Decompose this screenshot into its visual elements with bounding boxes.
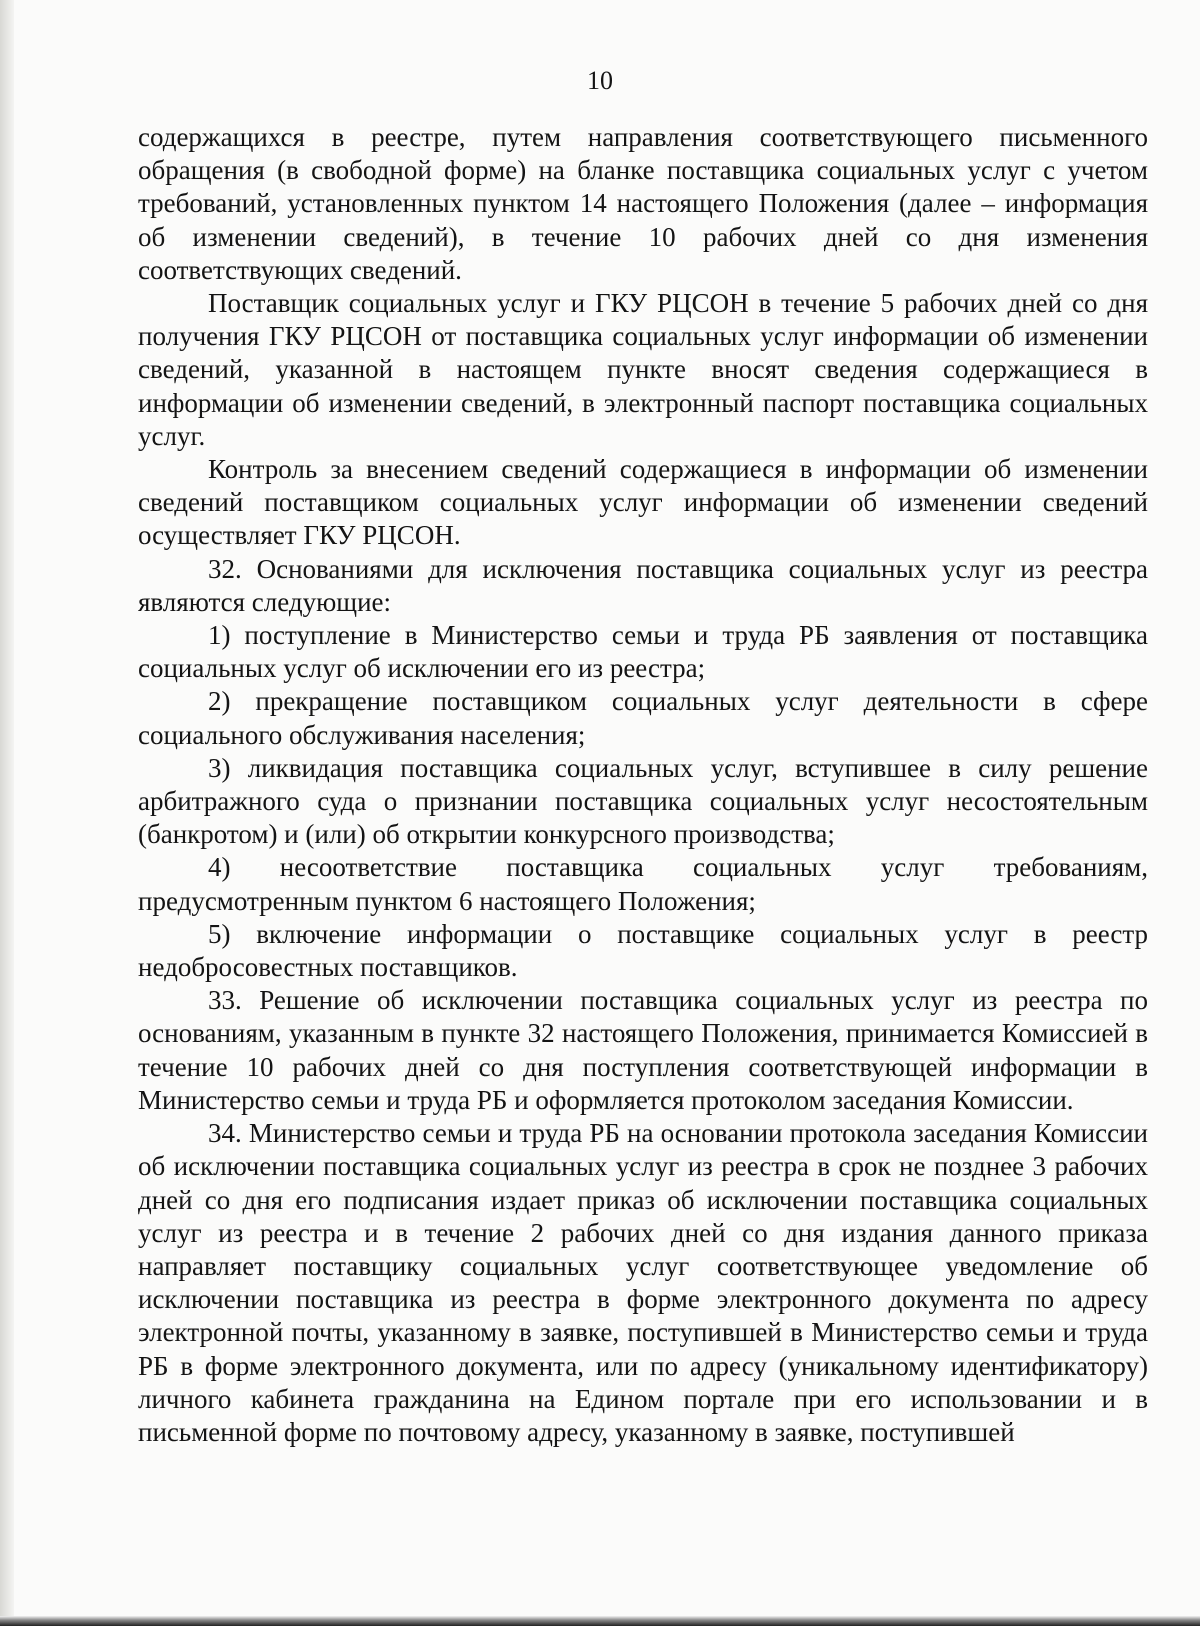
paragraph: Контроль за внесением сведений содержащиеся в информации об изменении сведений поставщиком социальных услуг информации об изменении сведений осуществляет ГКУ РЦСОН. <box>138 454 1148 551</box>
list-item: 3) ликвидация поставщика социальных услуг, вступившее в силу решение арбитражного суда о признании поставщика социальных услуг несостоятельным (банкротом) и (или) об открытии конкурсного производства; <box>138 752 1148 850</box>
paragraph-continuation: содержащихся в реестре, путем направления соответствующего письменного обращения (в свободной форме) на бланке поставщика социальных услуг с учетом требований, установленных пунктом 14 настоящего Положения (далее – информация об изменении сведений), в течение 10 рабочих дней со дня изменения соответствующих сведений. <box>138 122 1148 285</box>
list-item: 5) включение информации о поставщике социальных услуг в реестр недобросовестных поставщиков. <box>138 918 1148 983</box>
list-item: 4) несоответствие поставщика социальных услуг требованиям, предусмотренным пунктом 6 настоящего Положения; <box>138 852 1148 916</box>
paragraph-item-34: 34. Министерство семьи и труда РБ на основании протокола заседания Комиссии об исключении поставщика социальных услуг из реестра в срок не позднее 3 рабочих дней со дня его подписания издает приказ об исключении поставщика социальных услуг из реестра и в течение 2 рабочих дней со дня издания данного приказа направляет поставщику социальных услуг соответствующее уведомление об исключении поставщика из реестра в форме электронного документа по адресу электронной почты, указанному в заявке, поступившей в Министерство семьи и труда РБ в форме электронного документа, или по адресу (уникальному идентификатору) личного кабинета гражданина на Едином портале при его использовании и в письменной форме по почтовому адресу, указанному в заявке, поступившей <box>138 1118 1148 1447</box>
scan-edge-left <box>0 0 14 1626</box>
list-item: 1) поступление в Министерство семьи и труда РБ заявления от поставщика социальных услуг об исключении его из реестра; <box>138 620 1148 684</box>
page-number: 10 <box>587 66 613 95</box>
paragraph-item-33: 33. Решение об исключении поставщика социальных услуг из реестра по основаниям, указанным в пункте 32 настоящего Положения, принимается Комиссией в течение 10 рабочих дней со дня поступления соответствующей информации в Министерство семьи и труда РБ и оформляется протоколом заседания Комиссии. <box>138 985 1148 1115</box>
list-item: 2) прекращение поставщиком социальных услуг деятельности в сфере социального обслуживания населения; <box>138 686 1148 750</box>
paragraph-item-32: 32. Основаниями для исключения поставщика социальных услуг из реестра являются следующие: <box>138 553 1148 617</box>
paragraph: Поставщик социальных услуг и ГКУ РЦСОН в течение 5 рабочих дней со дня получения ГКУ РЦСОН от поставщика социальных услуг информации об изменении сведений, указанной в настоящем пункте вносят сведения содержащиеся в информации об изменении сведений, в электронный паспорт поставщика социальных услуг. <box>138 288 1148 451</box>
scan-edge-bottom <box>0 1616 1200 1626</box>
document-body <box>138 121 1148 1449</box>
